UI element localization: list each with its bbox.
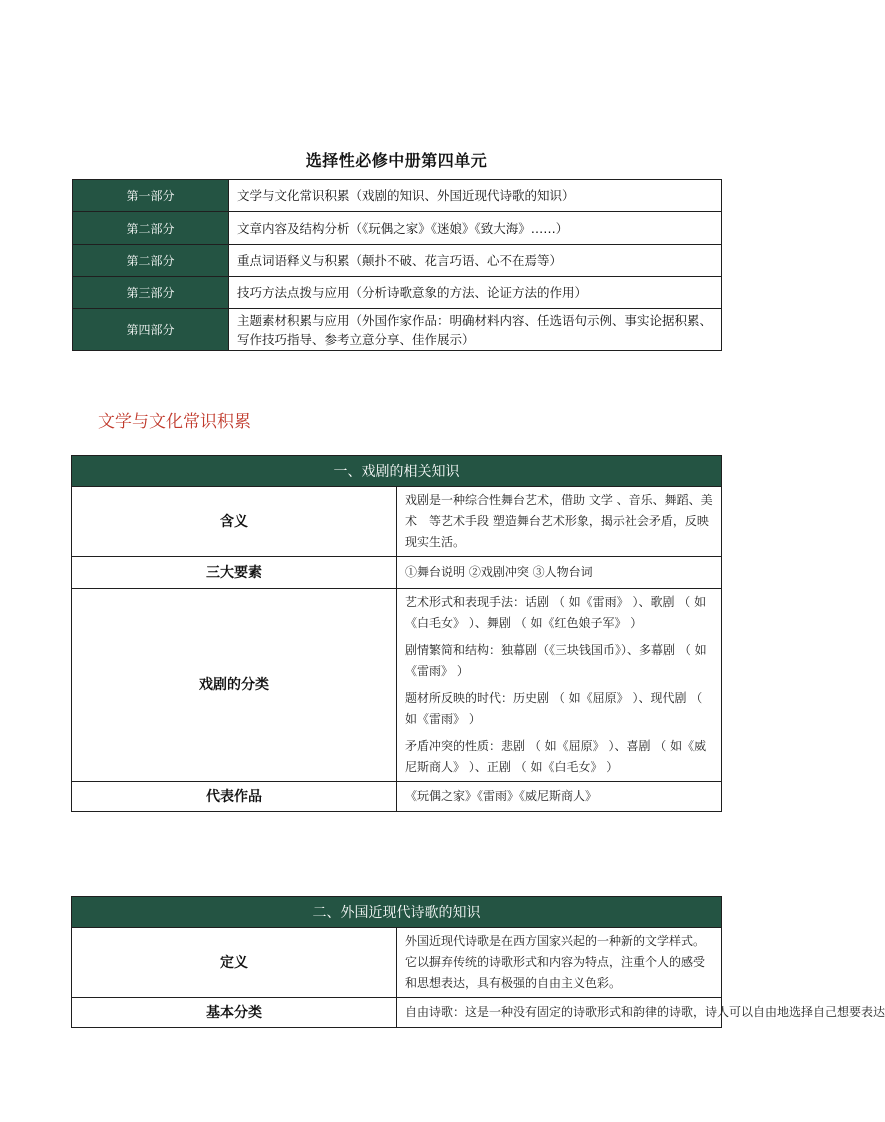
table-row: [72, 487, 722, 557]
outline-row: [73, 212, 722, 245]
table-row: [72, 589, 722, 782]
table-row: [72, 557, 722, 589]
row-content: [397, 557, 722, 589]
row-label: [72, 589, 397, 782]
outline-row: [73, 180, 722, 212]
outline-part: 第二部分: [73, 212, 229, 245]
row-label: 含义: [72, 487, 397, 557]
table-header: 二、外国近现代诗歌的知识: [72, 897, 722, 928]
content-line: 《玩偶之家》《雷雨》《威尼斯商人》: [405, 789, 598, 803]
row-content: [397, 928, 722, 998]
content-line: 剧情繁简和结构：独幕剧（《三块钱国币》）、多幕剧 （ 如《雷雨》 ）: [405, 643, 707, 678]
outline-part: 第二部分: [73, 245, 229, 277]
page-title: 选择性必修中册第四单元: [305, 151, 488, 170]
row-label-text: 戏剧的分类: [199, 677, 269, 693]
content-line: 外国近现代诗歌是在西方国家兴起的一种新的文学样式。它以摒弃传统的诗歌形式和内容为特点，注重个人的感受和思想表达，具有极强的自由主义色彩。: [405, 934, 706, 990]
content-line: 自由诗歌：这是一种没有固定的诗歌形式和韵律的诗歌，诗人可以自由地选择自己想要表达: [405, 1005, 885, 1019]
table-row: [72, 782, 722, 812]
row-label: 基本分类: [72, 998, 397, 1028]
outline-row: [73, 277, 722, 309]
outline-part: 第一部分: [73, 180, 229, 212]
drama-knowledge-table: [71, 455, 722, 812]
content-line: 艺术形式和表现手法：话剧 （ 如《雷雨》 ）、歌剧 （ 如《白毛女》 ）、舞剧 （ 如《红色娘子军》 ）: [405, 595, 707, 630]
outline-desc: 技巧方法点拨与应用（分析诗歌意象的方法、论证方法的作用）: [229, 277, 722, 309]
poetry-knowledge-table: [71, 896, 885, 1028]
outline-desc: 主题素材积累与应用（外国作家作品：明确材料内容、任选语句示例、事实论据积累、写作技巧指导、参考立意分享、佳作展示）: [229, 309, 722, 351]
row-content: [397, 589, 722, 782]
outline-part: 第四部分: [73, 309, 229, 351]
row-label: 三大要素: [72, 557, 397, 589]
row-label: 代表作品: [72, 782, 397, 812]
outline-desc: 文章内容及结构分析（《玩偶之家》《迷娘》《致大海》……）: [229, 212, 722, 245]
outline-row: [73, 245, 722, 277]
row-label: 定义: [72, 928, 397, 998]
table-row: [72, 998, 722, 1028]
section-heading: 文学与文化常识积累: [98, 412, 251, 432]
table-header: 一、戏剧的相关知识: [72, 456, 722, 487]
row-content: [397, 782, 722, 812]
content-line: ①舞台说明 ②戏剧冲突 ③人物台词: [405, 565, 593, 579]
table-header-row: [72, 456, 722, 487]
table-row: [72, 928, 722, 998]
outline-desc: 重点词语释义与积累（颠扑不破、花言巧语、心不在焉等）: [229, 245, 722, 277]
outline-row: [73, 309, 722, 351]
outline-part: 第三部分: [73, 277, 229, 309]
content-line: 矛盾冲突的性质：悲剧 （ 如《屈原》 ）、喜剧 （ 如《威尼斯商人》 ）、正剧 （ 如《白毛女》 ）: [405, 739, 707, 774]
row-content: [397, 998, 885, 1028]
outline-table: [72, 179, 722, 351]
outline-desc: 文学与文化常识积累（戏剧的知识、外国近现代诗歌的知识）: [229, 180, 722, 212]
row-content: [397, 487, 722, 557]
table-header-row: [72, 897, 722, 928]
content-line: 戏剧是一种综合性舞台艺术，借助 文学 、音乐、舞蹈、美术 等艺术手段 塑造舞台艺术形象，揭示社会矛盾，反映现实生活。: [405, 493, 713, 549]
content-line: 题材所反映的时代：历史剧 （ 如《屈原》 ）、现代剧 （ 如《雷雨》 ）: [405, 691, 703, 726]
